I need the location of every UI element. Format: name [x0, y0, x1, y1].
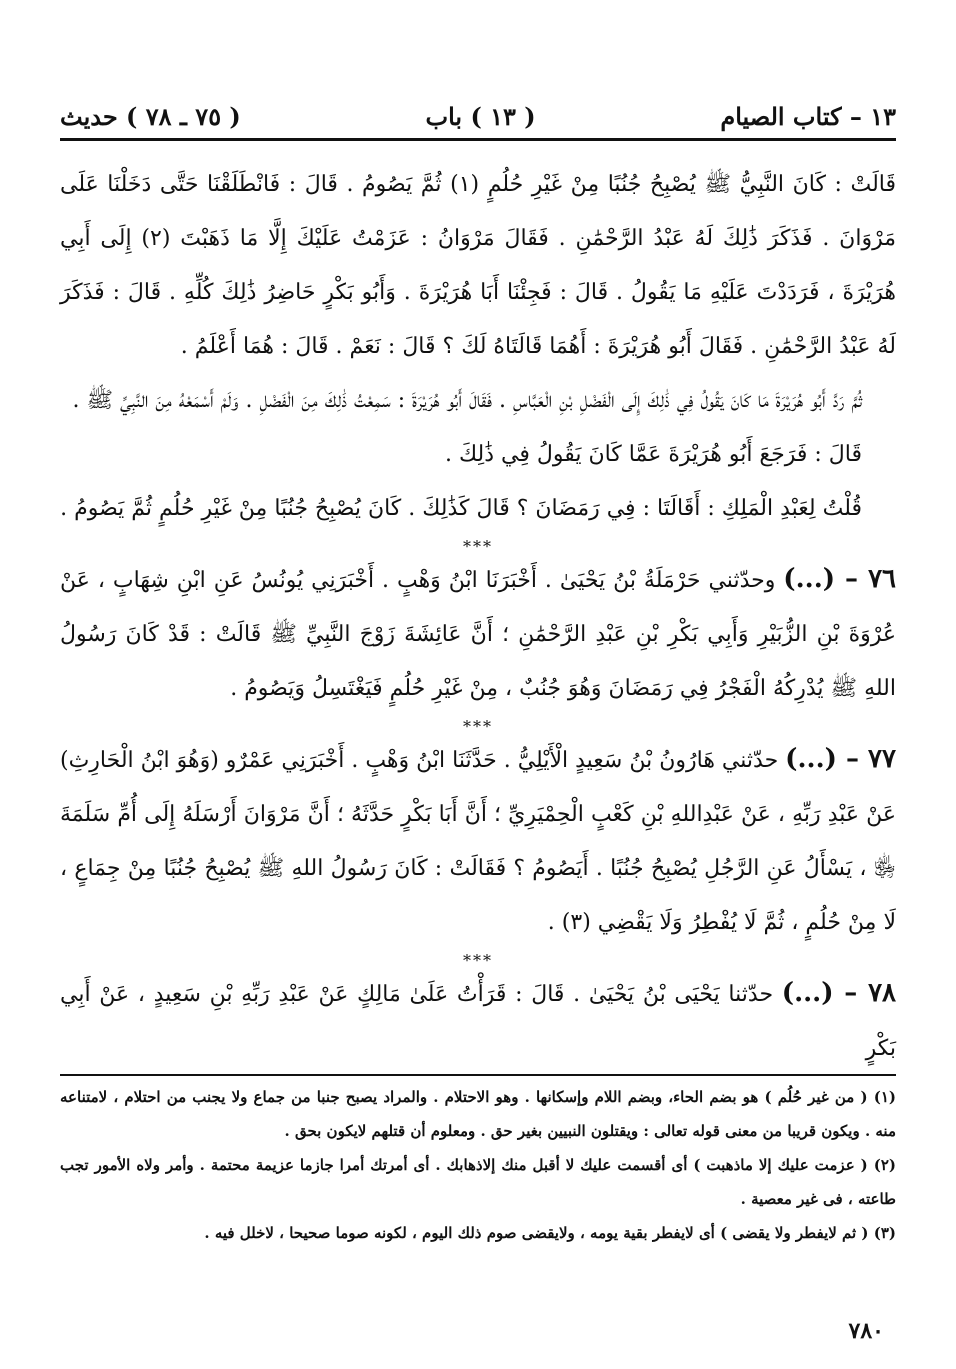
footnote-3: (٣) ( ثم لايفطر ولا يقضى ) أى لايفطر بقية يومه ، ولايقضى صوم ذلك اليوم ، لكونه صوما صحيحا ، لاخلل فيه .: [204, 1224, 896, 1242]
page-number: ٧٨٠: [848, 1318, 884, 1344]
main-text: [60, 158, 896, 1076]
hadith-78-number: ٧٨ – (...): [781, 978, 896, 1008]
hadith-77-number: ٧٧ – (...): [785, 744, 896, 774]
footnote-1: (١) ( من غير حُلُم ) هو بضم الحاء، وبضم اللام وإسكانها . وهو الاحتلام . والمراد يصبح جنبا من جماع ولا يجنب من احتلام ، لامتناعه منه . ويكون قريبا من معنى قوله تعالى : ويقتلون النبيين بغير حق . ومعلوم أن قتلهم لايكون بحق .: [60, 1088, 896, 1140]
chapter-title: ١٣ – كتاب الصيام: [720, 101, 896, 131]
hadith-76-text: وحدّثني حَرْمَلَةُ بْنُ يَحْيَىٰ . أَخْبَرَنَا ابْنُ وَهْبٍ . أَخْبَرَنِي يُونُسُ عَنِ ابْنِ شِهَابٍ ، عَنْ عُرْوَةَ بْنِ الزُّبَيْرِ وَأَبِي بَكْرِ بْنِ عَبْدِ الرَّحْمَٰنِ ؛ أَنَّ عَائِشَةَ زَوْجَ النَّبِيِّ ﷺ قَالَتْ : قَدْ كَانَ رَسُولُ اللهِ ﷺ يُدْرِكُهُ الْفَجْرُ فِي رَمَضَانَ وَهُوَ جُنُبٌ ، مِنْ غَيْرِ حُلُمٍ فَيَغْتَسِلُ وَيَصُومُ .: [60, 568, 896, 701]
paragraph-2: ثُمَّ رَدَّ أَبُو هُرَيْرَةَ مَا كَانَ يَقُولُ فِي ذَٰلِكَ إِلَى الْفَضْلِ بْنِ الْعَبَّاسِ . فَقَالَ أَبُو هُرَيْرَةَ : سَمِعْتُ ذَٰلِكَ مِنَ الْفَضْلِ . وَلَمْ أَسْمَعْهُ مِنَ النَّبِيِّ ﷺ .: [72, 388, 862, 413]
hadith-76-number: ٧٦ – (...): [783, 564, 896, 594]
paragraph-1: قَالَتْ : كَانَ النَّبِيُّ ﷺ يُصْبِحُ جُنُبًا مِنْ غَيْرِ حُلُمٍ (١) ثُمَّ يَصُومُ . قَالَ : فَانْطَلَقْنَا حَتَّى دَخَلْنَا عَلَى مَرْوَانَ . فَذَكَرَ ذَٰلِكَ لَهُ عَبْدُ الرَّحْمَٰنِ . فَقَالَ مَرْوَانُ : عَزَمْتُ عَلَيْكَ إِلَّا مَا ذَهَبْتَ (٢) إِلَى أَبِي هُرَيْرَةَ ، فَرَدَدْتَ عَلَيْهِ مَا يَقُولُ . قَالَ : فَجِئْنَا أَبَا هُرَيْرَةَ . وَأَبُو بَكْرٍ حَاضِرُ ذَٰلِكَ كُلِّهِ . قَالَ : فَذَكَرَ لَهُ عَبْدُ الرَّحْمَٰنِ . فَقَالَ أَبُو هُرَيْرَةَ : أَهُمَا قَالَتَاهُ لَكَ ؟ قَالَ : نَعَمْ . قَالَ : هُمَا أَعْلَمُ .: [60, 172, 897, 359]
section-separator: ***: [463, 537, 493, 556]
hadith-78: [60, 966, 896, 1076]
hadith-range: ( ٧٥ ـ ٧٨ ) حديث: [60, 101, 241, 131]
hadith-77-text: حدّثني هَارُونُ بْنُ سَعِيدٍ الْأَيْلِيُّ . حَدَّثَنَا ابْنُ وَهْبٍ . أَخْبَرَنِي عَمْرٌو (وَهُوَ ابْنُ الْحَارِثِ) عَنْ عَبْدِ رَبِّهِ ، عَنْ عَبْدِاللهِ بْنِ كَعْبٍ الْحِمْيَرِيِّ ؛ أَنَّ أَبَا بَكْرٍ حَدَّثَهُ ؛ أَنَّ مَرْوَانَ أَرْسَلَهُ إِلَى أُمِّ سَلَمَةَ ﵂ ، يَسْأَلُ عَنِ الرَّجُلِ يُصْبِحُ جُنُبًا . أَيَصُومُ ؟ فَقَالَتْ : كَانَ رَسُولُ اللهِ ﷺ يُصْبِحُ جُنُبًا مِنْ جِمَاعٍ ، لَا مِنْ حُلُمٍ ، ثُمَّ لَا يُفْطِرُ وَلَا يَقْضِي (٣) .: [60, 748, 896, 935]
section-separator: ***: [463, 717, 493, 736]
paragraph-3: قَالَ : فَرَجَعَ أَبُو هُرَيْرَةَ عَمَّا كَانَ يَقُولُ فِي ذَٰلِكَ .: [444, 442, 862, 467]
footnote-divider: [60, 1074, 896, 1076]
footnote-2: (٢) ( عزمت عليك إلا ماذهبت ) أى أقسمت عليك لا أقبل منك إلاذهابك . أى أمرتك أمرا جازما عزيمة محتمة . وأمر ولاه الأمور تجب طاعته ، فى غير معصية .: [60, 1156, 896, 1208]
hadith-76: [60, 552, 896, 716]
section-separator: ***: [463, 951, 493, 970]
footnotes: [60, 1080, 896, 1250]
hadith-77: [60, 732, 896, 950]
hadith-78-text: حدّثنا يَحْيَى بْنُ يَحْيَىٰ . قَالَ : قَرَأْتُ عَلَىٰ مَالِكٍ عَنْ عَبْدِ رَبِّهِ بْنِ سَعِيدٍ ، عَنْ أَبِي بَكْرٍ: [60, 982, 896, 1061]
running-header: [60, 96, 896, 136]
paragraph-4: قُلْتُ لِعَبْدِ الْمَلِكِ : أَقَالَتَا : فِي رَمَضَانَ ؟ قَالَ كَذَٰلِكَ . كَانَ يُصْبِحُ جُنُبًا مِنْ غَيْرِ حُلُمٍ ثُمَّ يَصُومُ .: [60, 496, 862, 521]
bab-number: ( ١٣ ) باب: [425, 101, 536, 131]
header-divider: [60, 138, 896, 141]
book-page: [60, 0, 896, 1369]
